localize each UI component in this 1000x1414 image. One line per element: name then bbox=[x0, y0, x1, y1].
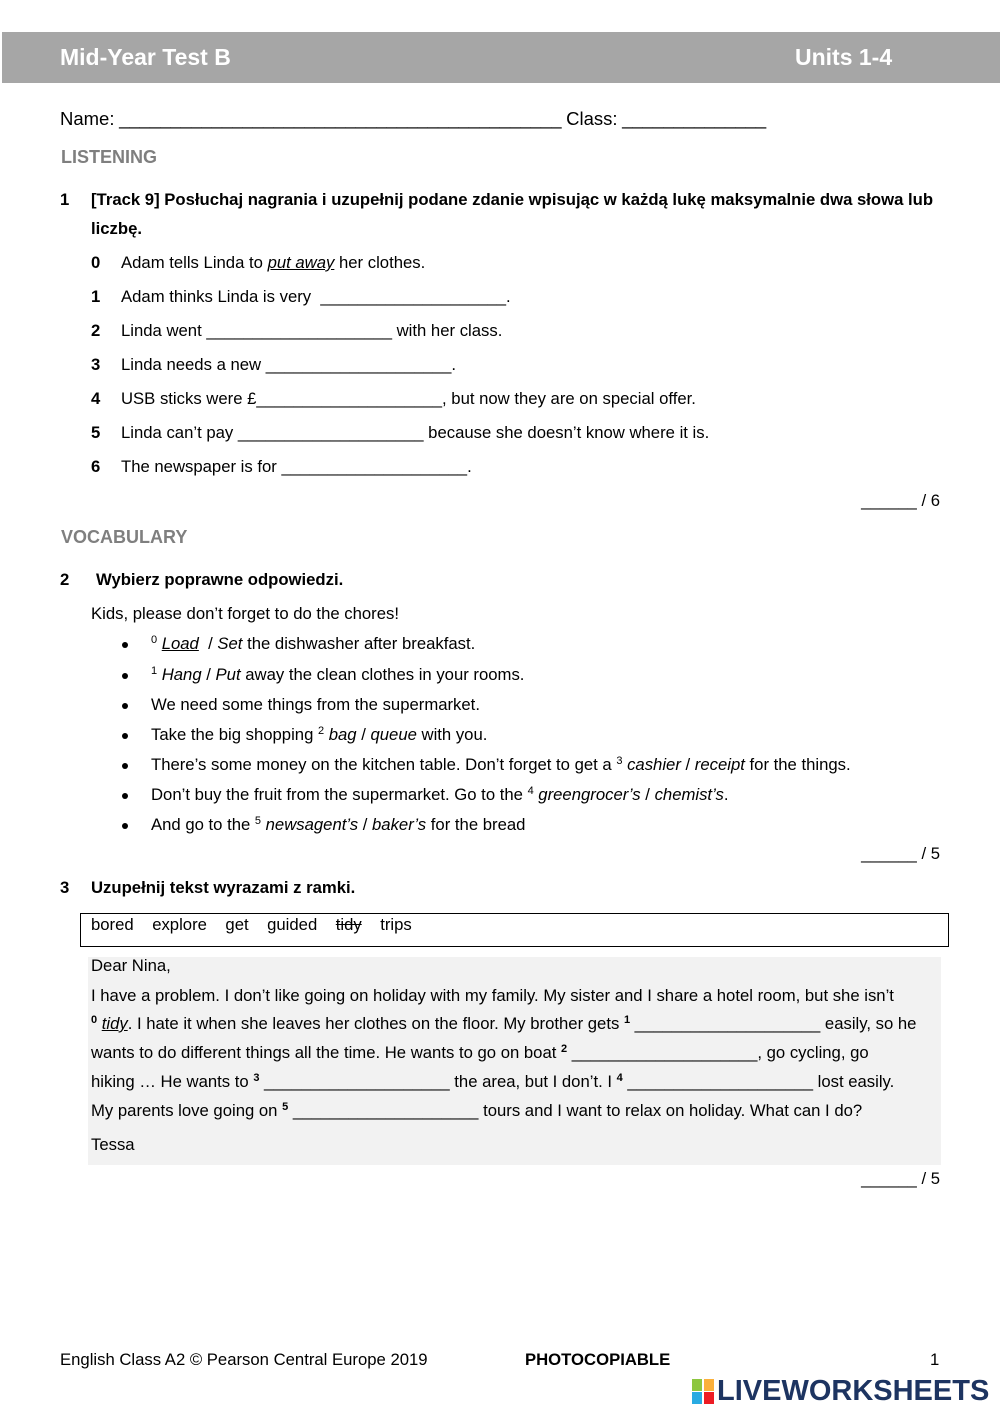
letter-text: I have a problem. I don’t like going on holiday with my family. My sister and I share a hotel room, but she isn’t bbox=[91, 986, 894, 1005]
option-separator: / bbox=[201, 665, 216, 684]
answer-blank[interactable]: ____________________ bbox=[281, 457, 468, 476]
intro-text: Kids, please don’t forget to do the chores! bbox=[91, 604, 399, 623]
letter-line bbox=[91, 1072, 894, 1094]
greeting-text: Dear Nina, bbox=[91, 956, 171, 975]
page-number bbox=[930, 1350, 939, 1370]
chore-bullet bbox=[151, 634, 475, 656]
footer-copyright bbox=[60, 1350, 428, 1370]
option-a[interactable]: newsagent’s bbox=[265, 815, 359, 834]
sentence-text: for the things. bbox=[744, 755, 851, 774]
chores-intro bbox=[91, 604, 399, 624]
answer-blank[interactable]: ____________________ bbox=[237, 423, 424, 442]
sentence-text: with her class. bbox=[391, 321, 503, 340]
letter-line bbox=[91, 986, 894, 1006]
task-instruction: [Track 9] Posłuchaj nagrania i uzupełnij podane zdanie wpisując w każdą lukę maksymalnie dwa słowa lub liczbę. bbox=[91, 190, 934, 238]
photocopiable-text: PHOTOCOPIABLE bbox=[525, 1350, 671, 1369]
signature-text: Tessa bbox=[91, 1135, 135, 1154]
score-listening: ______ / 6 bbox=[861, 491, 940, 510]
listening-item bbox=[91, 355, 456, 375]
answer-blank[interactable]: ____________________ bbox=[292, 1101, 479, 1120]
option-separator: / bbox=[356, 725, 371, 744]
sentence-text: away the clean clothes in your rooms. bbox=[240, 665, 525, 684]
option-b[interactable]: chemist’s bbox=[654, 785, 724, 804]
bullet-icon bbox=[122, 823, 128, 829]
sentence-text: . bbox=[506, 287, 511, 306]
task-number: 2 bbox=[60, 570, 70, 589]
letter-text: lost easily. bbox=[812, 1072, 895, 1091]
chore-bullet bbox=[151, 815, 525, 837]
task-instruction: Uzupełnij tekst wyrazami z ramki. bbox=[91, 878, 356, 897]
liveworksheets-logo-icon bbox=[692, 1379, 714, 1404]
option-a[interactable]: Hang bbox=[161, 665, 202, 684]
letter-line bbox=[91, 1101, 862, 1123]
letter-text: wants to do different things all the time. He wants to go on boat bbox=[91, 1043, 562, 1062]
chore-bullet bbox=[151, 785, 728, 807]
logo-text: LIVEWORKSHEETS bbox=[717, 1375, 990, 1407]
option-b[interactable]: queue bbox=[370, 725, 417, 744]
gap-number: 4 bbox=[527, 785, 534, 797]
option-a[interactable]: greengrocer’s bbox=[538, 785, 641, 804]
sentence-text: We need some things from the supermarket. bbox=[151, 695, 480, 714]
name-label: Name: bbox=[60, 108, 115, 129]
letter-signature bbox=[91, 1135, 135, 1155]
name-field[interactable]: ___________________________________________ bbox=[119, 108, 562, 129]
option-a[interactable]: bag bbox=[328, 725, 357, 744]
chore-bullet bbox=[151, 725, 487, 747]
sentence-text: . bbox=[467, 457, 472, 476]
listening-item bbox=[91, 457, 472, 477]
sentence-text: . bbox=[723, 785, 729, 804]
sentence-text: for the bread bbox=[426, 815, 526, 834]
sentence-text: the dishwasher after breakfast. bbox=[242, 634, 476, 653]
option-b[interactable]: baker’s bbox=[372, 815, 427, 834]
bullet-icon bbox=[122, 763, 128, 769]
listening-example bbox=[91, 253, 425, 273]
class-field[interactable]: ______________ bbox=[622, 108, 767, 129]
bullet-icon bbox=[122, 793, 128, 799]
letter-text: tours and I want to relax on holiday. What can I do? bbox=[478, 1101, 863, 1120]
sentence-text: Adam tells Linda to bbox=[121, 253, 268, 272]
student-info-row bbox=[60, 107, 766, 131]
option-b[interactable]: Put bbox=[215, 665, 241, 684]
answer-blank[interactable]: ____________________ bbox=[627, 1072, 813, 1091]
option-separator: / bbox=[640, 785, 655, 804]
answer-blank[interactable]: ____________________ bbox=[264, 1072, 450, 1091]
option-a[interactable]: cashier bbox=[627, 755, 681, 774]
word-tidy-used: tidy bbox=[335, 915, 362, 934]
answer-blank[interactable]: ____________________ bbox=[571, 1043, 758, 1062]
item-number: 6 bbox=[91, 457, 101, 476]
letter-text: hiking … He wants to bbox=[91, 1072, 254, 1091]
example-answer: put away bbox=[267, 253, 335, 272]
bullet-icon bbox=[122, 673, 128, 679]
score-task-3: ______ / 5 bbox=[861, 1169, 940, 1188]
letter-line bbox=[91, 1014, 916, 1036]
word-list bbox=[91, 915, 430, 935]
item-number: 3 bbox=[91, 355, 101, 374]
word-get: get bbox=[225, 915, 249, 934]
gap-number: 3 bbox=[253, 1072, 260, 1084]
letter-text: My parents love going on bbox=[91, 1101, 283, 1120]
example-option-alt: Set bbox=[217, 634, 243, 653]
gap-number: 1 bbox=[151, 665, 158, 677]
option-separator: / bbox=[198, 634, 218, 653]
letter-text: . I hate it when she leaves her clothes on the floor. My brother gets bbox=[127, 1014, 624, 1033]
section-title-vocabulary: VOCABULARY bbox=[61, 527, 188, 547]
bullet-icon bbox=[122, 642, 128, 648]
bullet-icon bbox=[122, 733, 128, 739]
chore-bullet bbox=[151, 755, 851, 777]
letter-text: , go cycling, go bbox=[757, 1043, 869, 1062]
answer-blank[interactable]: ____________________ bbox=[256, 389, 443, 408]
sentence-text: because she doesn’t know where it is. bbox=[423, 423, 710, 442]
gap-number: 2 bbox=[318, 725, 325, 737]
liveworksheets-logo[interactable] bbox=[692, 1376, 992, 1406]
bullet-icon bbox=[122, 703, 128, 709]
sentence-text: Adam thinks Linda is very bbox=[121, 287, 321, 306]
test-title: Mid-Year Test B bbox=[60, 44, 231, 70]
example-answer: tidy bbox=[101, 1014, 128, 1033]
sentence-text: Take the big shopping bbox=[151, 725, 318, 744]
section-title-listening: LISTENING bbox=[61, 147, 158, 167]
sentence-text: Don’t buy the fruit from the supermarket. Go to the bbox=[151, 785, 528, 804]
task-number: 3 bbox=[60, 878, 70, 897]
word-guided: guided bbox=[267, 915, 318, 934]
example-option: Load bbox=[161, 634, 199, 653]
sentence-text: The newspaper is for bbox=[121, 457, 282, 476]
listening-item bbox=[91, 389, 696, 409]
item-number: 5 bbox=[91, 423, 101, 442]
sentence-text: And go to the bbox=[151, 815, 255, 834]
gap-number: 5 bbox=[254, 815, 262, 827]
word-box bbox=[80, 913, 949, 947]
word-bored: bored bbox=[91, 915, 134, 934]
sentence-text: her clothes. bbox=[334, 253, 426, 272]
page-number-text: 1 bbox=[930, 1350, 940, 1369]
letter-box bbox=[88, 957, 941, 1165]
gap-number: 2 bbox=[561, 1043, 568, 1055]
sentence-text: Linda can’t pay bbox=[121, 423, 238, 442]
item-number: 2 bbox=[91, 321, 101, 340]
gap-number: 3 bbox=[616, 755, 623, 767]
gap-number: 4 bbox=[616, 1072, 623, 1084]
sentence-text: Linda needs a new bbox=[121, 355, 266, 374]
sentence-text: USB sticks were £ bbox=[121, 389, 257, 408]
gap-number: 1 bbox=[623, 1014, 631, 1026]
listening-item bbox=[91, 321, 502, 341]
item-number: 4 bbox=[91, 389, 101, 408]
sentence-text: , but now they are on special offer. bbox=[442, 389, 696, 408]
answer-blank[interactable]: ____________________ bbox=[634, 1014, 821, 1033]
chore-bullet bbox=[151, 695, 480, 715]
letter-text: easily, so he bbox=[820, 1014, 917, 1033]
gap-number: 0 bbox=[151, 634, 158, 646]
item-number: 0 bbox=[91, 253, 101, 272]
task-number: 1 bbox=[60, 190, 70, 209]
footer-photocopiable bbox=[525, 1350, 670, 1370]
listening-item bbox=[91, 423, 709, 443]
class-label: Class: bbox=[566, 108, 618, 129]
gap-number: 0 bbox=[91, 1014, 98, 1026]
answer-blank[interactable]: ____________________ bbox=[206, 321, 392, 340]
letter-text: the area, but I don’t. I bbox=[449, 1072, 617, 1091]
sentence-text: Linda went bbox=[121, 321, 207, 340]
gap-number: 5 bbox=[282, 1101, 289, 1113]
answer-blank[interactable]: ____________________ bbox=[320, 287, 507, 306]
letter-greeting bbox=[91, 956, 171, 976]
option-separator: / bbox=[680, 755, 695, 774]
copyright-text: English Class A2 © Pearson Central Europe 2019 bbox=[60, 1350, 428, 1369]
task-instruction: Wybierz poprawne odpowiedzi. bbox=[96, 570, 344, 589]
units-label: Units 1-4 bbox=[795, 44, 893, 70]
sentence-text: with you. bbox=[416, 725, 488, 744]
listening-item bbox=[91, 287, 511, 307]
item-number: 1 bbox=[91, 287, 101, 306]
score-task-2: ______ / 5 bbox=[861, 844, 940, 863]
chore-bullet bbox=[151, 665, 524, 687]
answer-blank[interactable]: ____________________ bbox=[265, 355, 452, 374]
option-separator: / bbox=[358, 815, 373, 834]
sentence-text: There’s some money on the kitchen table. Don’t forget to get a bbox=[151, 755, 617, 774]
word-trips: trips bbox=[380, 915, 412, 934]
letter-line bbox=[91, 1043, 869, 1065]
word-explore: explore bbox=[152, 915, 207, 934]
sentence-text: . bbox=[451, 355, 457, 374]
option-b[interactable]: receipt bbox=[694, 755, 745, 774]
header-bar bbox=[2, 32, 1000, 83]
